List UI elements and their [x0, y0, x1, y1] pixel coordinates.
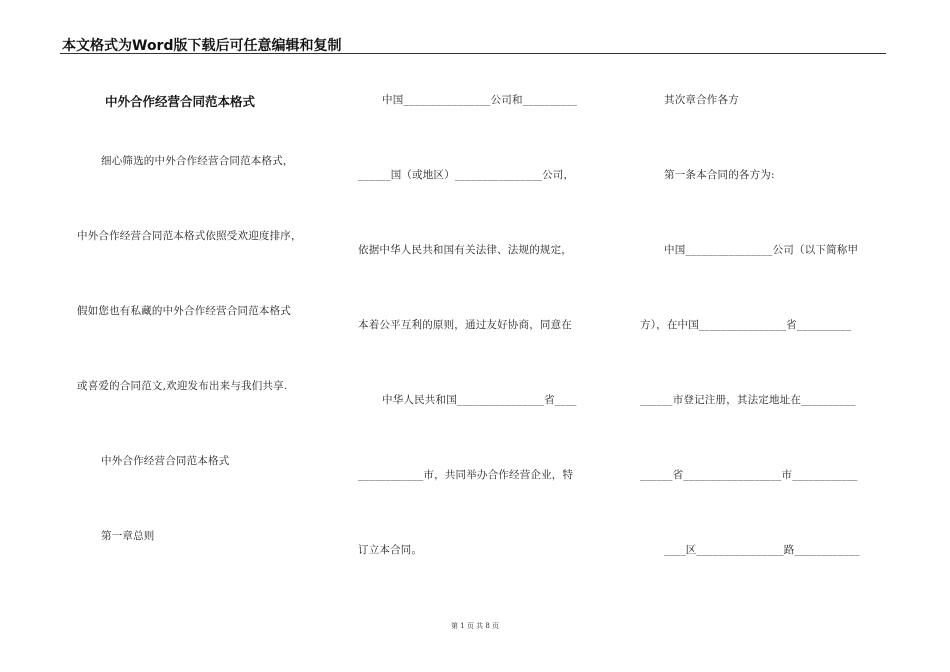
text-line: 或喜爱的合同范文,欢迎发布出来与我们共享.	[77, 380, 288, 392]
text-line: 中外合作经营合同范本格式	[101, 455, 230, 467]
text-line: 其次章合作各方	[664, 94, 739, 106]
text-line: 第一章总则	[101, 530, 155, 542]
document-title: 中外合作经营合同范本格式	[105, 94, 256, 109]
text-line: 中华人民共和国________________省____	[382, 394, 577, 406]
text-column-2	[343, 0, 603, 620]
text-line: 依据中华人民共和国有关法律、法规的规定，	[358, 244, 572, 256]
text-line: 本着公平互利的原则，通过友好协商，同意在	[358, 319, 572, 331]
text-line: 方），在中国________________省__________	[640, 319, 852, 331]
text-line: 订立本合同。	[358, 544, 423, 556]
text-line: 中外合作经营合同范本格式依照受欢迎度排序，	[77, 230, 302, 242]
text-line: 中国________________公司（以下简称甲	[664, 244, 859, 256]
text-line: ____________市，共同举办合作经营企业，特	[358, 469, 574, 481]
page-number: 第 1 页 共 8 页	[450, 622, 500, 630]
text-line: ______省__________________市____________	[640, 469, 858, 481]
text-line: ____区________________路____________	[664, 544, 860, 556]
text-line: 细心筛选的中外合作经营合同范本格式，	[101, 155, 294, 167]
text-line: ______市登记注册，其法定地址在__________	[640, 394, 856, 406]
text-column-3	[623, 0, 883, 620]
text-line: ______国（或地区）________________公司，	[358, 169, 575, 181]
text-line: 第一条本合同的各方为:	[664, 169, 775, 181]
page-header-title: 本文格式为Word版下载后可任意编辑和复制	[62, 38, 342, 54]
text-line: 中国________________公司和__________	[382, 94, 578, 106]
text-column-1	[62, 0, 322, 620]
text-line: 假如您也有私藏的中外合作经营合同范本格式	[77, 305, 291, 317]
